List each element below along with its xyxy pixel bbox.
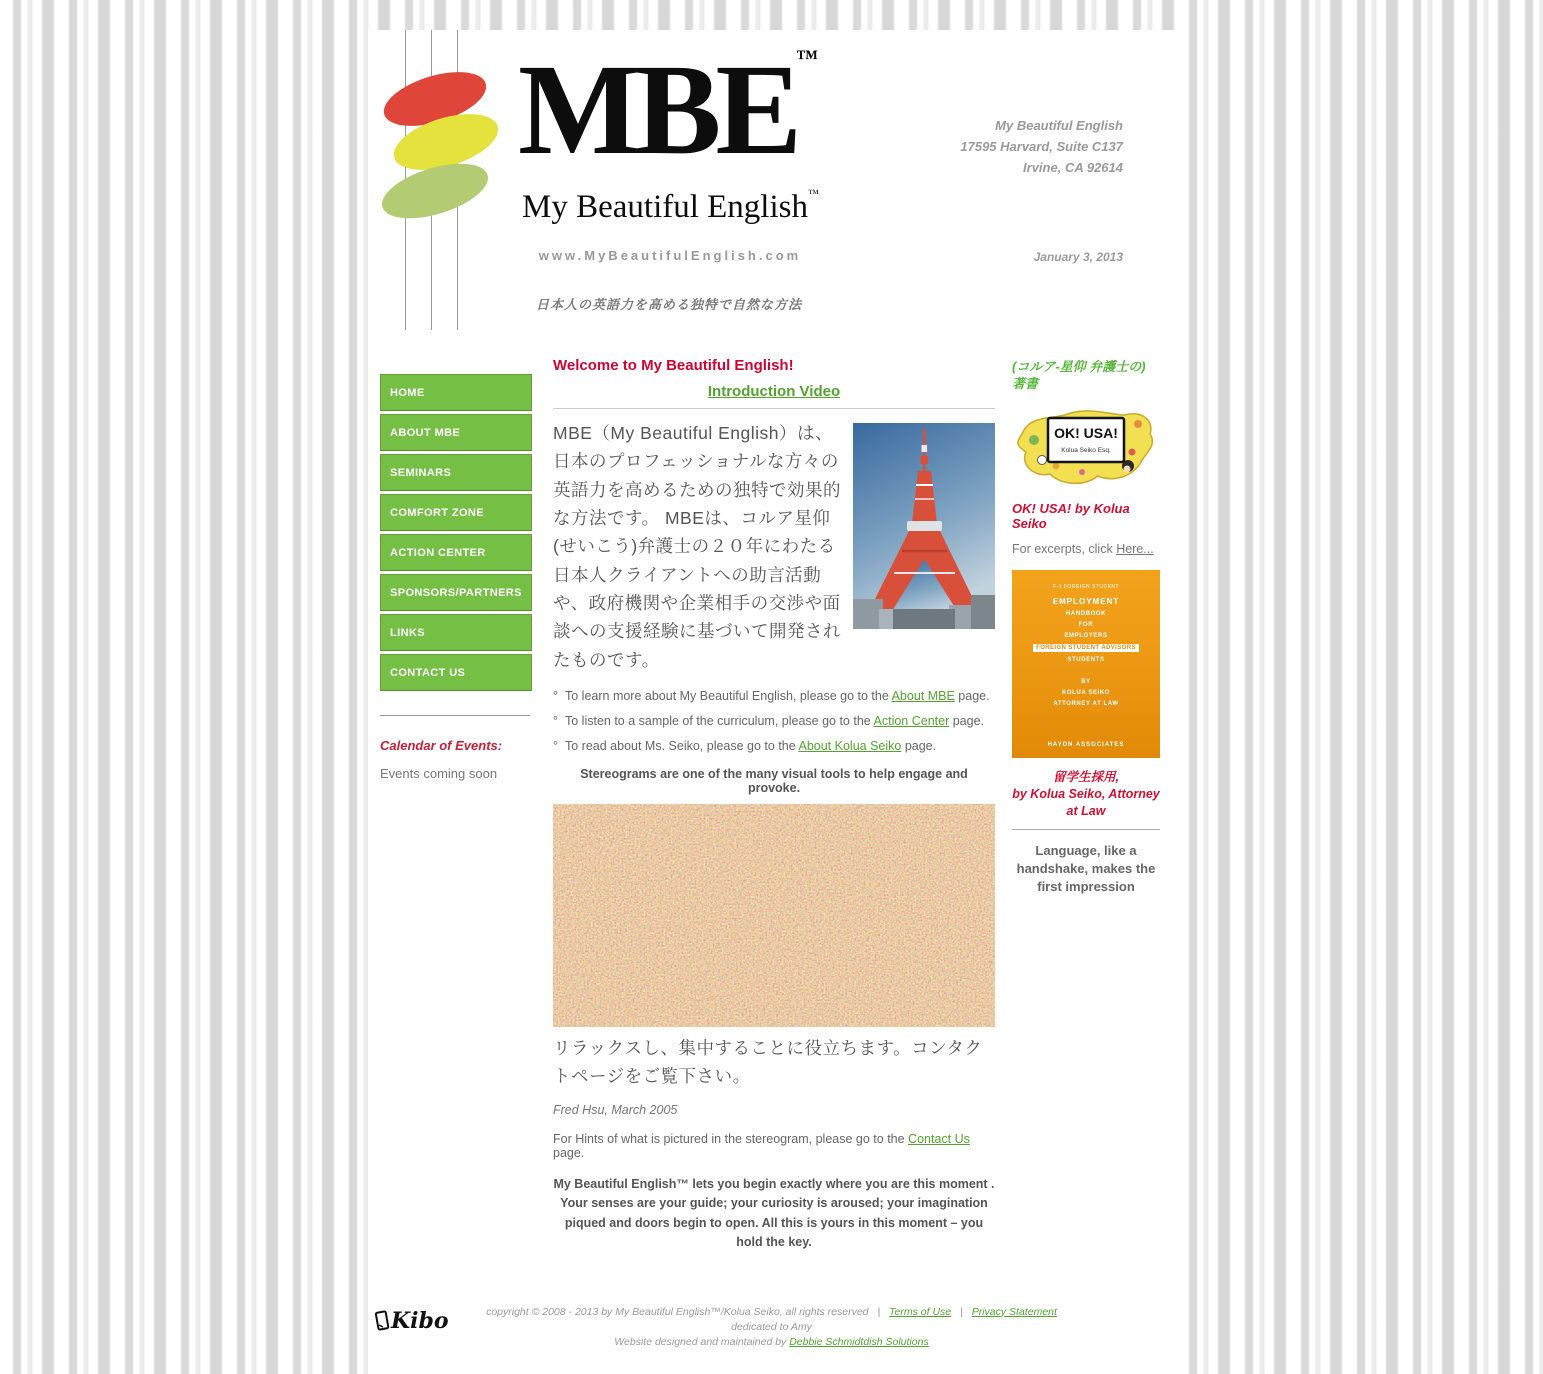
book-cover-line: EMPLOYERS xyxy=(1064,632,1108,639)
mbe-ovals-logo-icon xyxy=(376,30,521,330)
address-line: My Beautiful English xyxy=(995,118,1123,133)
employment-handbook-cover xyxy=(1012,570,1160,758)
main-content-row xyxy=(368,355,1175,1253)
intro-section xyxy=(553,419,995,674)
site-header xyxy=(368,30,1175,355)
japanese-tagline: 日本人の英語力を高める独特で自然な方法 xyxy=(536,297,803,312)
credit-line: Website designed and maintained by Debbie Schmidtdish Solutions xyxy=(614,1336,929,1349)
kibo-logo xyxy=(373,1307,449,1335)
stereogram-credit: Fred Hsu, March 2005 xyxy=(553,1103,678,1118)
site-footer xyxy=(368,1305,1175,1374)
excerpts-line: For excerpts, click Here... xyxy=(1012,541,1154,556)
footer-text-block xyxy=(368,1305,1175,1351)
calendar-status: Events coming soon xyxy=(380,766,498,781)
action-center-link[interactable]: Action Center xyxy=(873,714,950,729)
bullet-action-center: ° To listen to a sample of the curriculum, please go to the Action Center page. xyxy=(553,714,985,729)
book-cover-line: FOREIGN STUDENT ADVISORS xyxy=(1033,644,1139,652)
tokyo-tower-image xyxy=(853,423,995,629)
right-column xyxy=(1012,355,1160,895)
sidebar-item-sponsors-partners[interactable]: SPONSORS/PARTNERS xyxy=(380,574,532,611)
book-caption: 留学生採用, by Kolua Seiko, Attorney at Law xyxy=(1012,769,1160,818)
sidebar-nav xyxy=(380,355,532,781)
contact-us-link[interactable]: Contact Us xyxy=(908,1132,970,1147)
handshake-quote: Language, like a handshake, makes the first impression xyxy=(1016,843,1156,894)
ok-usa-book-image xyxy=(1012,402,1158,494)
kibo-wordmark: Kibo xyxy=(391,1307,449,1334)
ok-usa-caption: OK! USA! by Kolua Seiko xyxy=(1012,500,1130,531)
bullet-icon: ° xyxy=(553,714,558,729)
sidebar-item-about-mbe[interactable]: ABOUT MBE xyxy=(380,414,532,451)
stereogram-caption-japanese: リラックスし、集中することに役立ちます。コンタクトページをご覧下さい。 xyxy=(553,1038,983,1087)
book-cover-line: FOR xyxy=(1078,621,1094,628)
center-column xyxy=(553,355,995,1253)
sidebar-item-seminars[interactable]: SEMINARS xyxy=(380,454,532,491)
intro-paragraph-japanese: MBE（My Beautiful English）は、日本のプロフェッショナルな方々の英語力を高めるための独特で効果的な方法です。 MBEは、コルア星仰(せいこう)弁護士の２０年にわたる日本人クライアントへの助言活動や、政府機関や企業相手の交渉や面談への支援経験に基づいて開発されたものです。 xyxy=(553,423,841,670)
book-cover-line: ATTORNEY AT LAW xyxy=(1053,700,1119,707)
page-date: January 3, 2013 xyxy=(1033,250,1123,264)
closing-paragraph: My Beautiful English™ lets you begin exactly where you are this moment . Your senses are your guide; your curiosity is aroused; your imagination piqued and doors begin to open. All this is yours in this moment – you hold the key. xyxy=(553,1177,995,1250)
sidebar-item-action-center[interactable]: ACTION CENTER xyxy=(380,534,532,571)
page-background xyxy=(0,30,1543,1349)
logo-wordmark xyxy=(518,38,819,182)
bullet-about-mbe: ° To learn more about My Beautiful English, please go to the About MBE page. xyxy=(553,689,990,704)
ok-usa-sign-subtitle: Kolua Seiko Esq. xyxy=(1061,446,1111,454)
right-column-divider xyxy=(1012,829,1160,830)
welcome-heading: Welcome to My Beautiful English! xyxy=(553,357,794,374)
ok-usa-sign-title: OK! USA! xyxy=(1054,424,1118,441)
book-cover-line: STUDENTS xyxy=(1067,656,1105,663)
logo-text: MBE xyxy=(518,38,797,182)
logo-subtitle-trademark: ™ xyxy=(807,188,819,200)
introduction-video-link[interactable]: Introduction Video xyxy=(707,383,841,400)
hints-line: For Hints of what is pictured in the stereogram, please go to the Contact Us page. xyxy=(553,1132,970,1161)
privacy-statement-link[interactable]: Privacy Statement xyxy=(971,1305,1057,1318)
logo-trademark: ™ xyxy=(796,45,819,70)
site-url: www.MyBeautifulEnglish.com xyxy=(538,248,802,263)
book-cover-line: F-1 FOREIGN STUDENT xyxy=(1052,583,1120,590)
bullet-list xyxy=(553,689,995,753)
designer-link[interactable]: Debbie Schmidtdish Solutions xyxy=(789,1336,929,1349)
content-divider xyxy=(553,408,995,409)
calendar-heading: Calendar of Events: xyxy=(380,738,503,753)
sidebar-item-home[interactable]: HOME xyxy=(380,374,532,411)
bullet-kolua-seiko: ° To read about Ms. Seiko, please go to the About Kolua Seiko page. xyxy=(553,739,937,754)
books-heading-japanese: (コルア-星仰 弁護士の) 著書 xyxy=(1012,359,1146,391)
book-cover-line: BY xyxy=(1081,678,1091,685)
sidebar-item-comfort-zone[interactable]: COMFORT ZONE xyxy=(380,494,532,531)
bullet-icon: ° xyxy=(553,739,558,754)
book-cover-line: KOLUA SEIKO xyxy=(1061,689,1111,696)
page-container xyxy=(368,30,1175,1374)
company-address xyxy=(960,116,1123,178)
logo-subtitle: My Beautiful English™ xyxy=(522,188,819,225)
book-cover-line: HANDBOOK xyxy=(1065,610,1107,617)
bullet-icon: ° xyxy=(553,689,558,704)
sidebar-item-links[interactable]: LINKS xyxy=(380,614,532,651)
dedication-line: dedicated to Amy xyxy=(731,1320,812,1333)
book-cover-publisher: HAYDN ASSOCIATES xyxy=(1047,741,1125,748)
excerpts-here-link[interactable]: Here... xyxy=(1116,541,1154,556)
address-line: Irvine, CA 92614 xyxy=(1023,159,1123,175)
book-cover-line: EMPLOYMENT xyxy=(1052,596,1120,606)
kibo-mark-icon xyxy=(373,1307,393,1335)
sidebar-divider xyxy=(380,715,530,716)
copyright-line: copyright © 2008 - 2013 by My Beautiful English™/Kolua Seiko, all rights reserved | Terms of Use | Privacy Statement xyxy=(486,1305,1057,1318)
stereogram-heading: Stereograms are one of the many visual tools to help engage and provoke. xyxy=(580,767,968,796)
address-line: 17595 Harvard, Suite C137 xyxy=(960,138,1123,154)
sidebar-item-contact-us[interactable]: CONTACT US xyxy=(380,654,532,691)
about-kolua-seiko-link[interactable]: About Kolua Seiko xyxy=(798,739,902,754)
about-mbe-link[interactable]: About MBE xyxy=(891,689,955,704)
terms-of-use-link[interactable]: Terms of Use xyxy=(889,1305,952,1318)
stereogram-image xyxy=(553,804,995,1027)
